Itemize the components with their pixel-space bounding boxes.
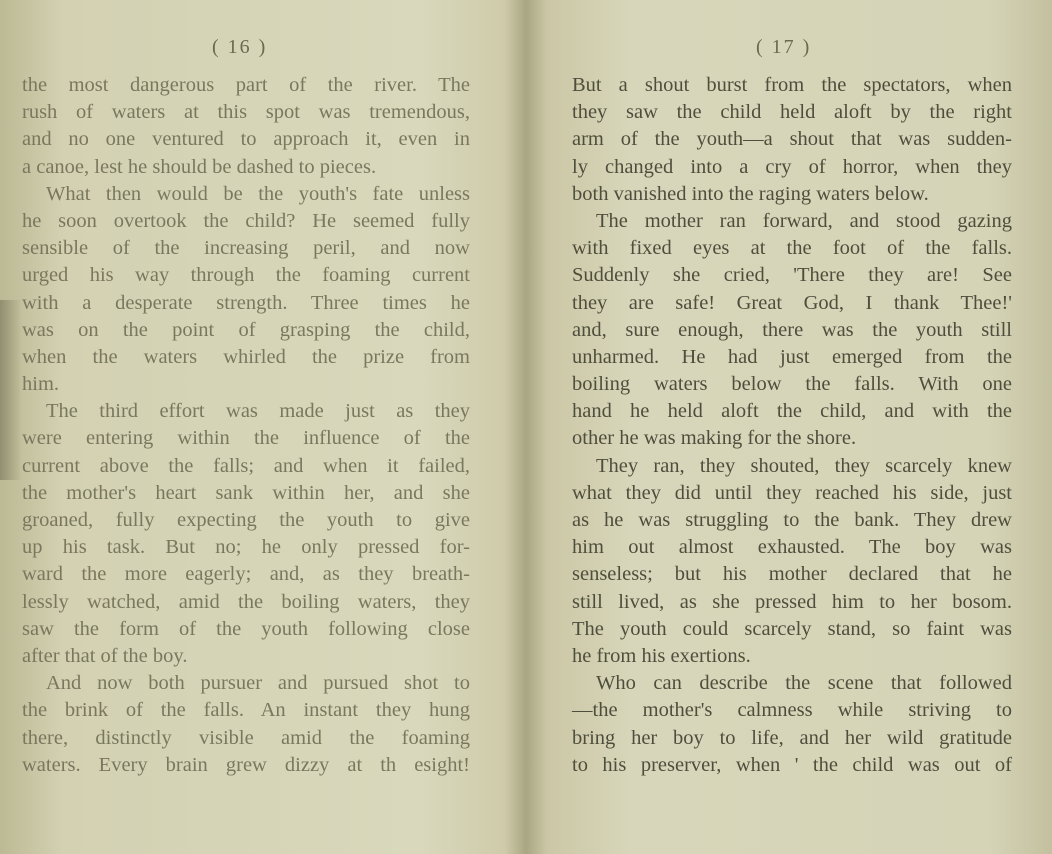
text-line: Suddenly she cried, 'There they are! See bbox=[572, 264, 1012, 287]
text-line: And now both pursuer and pursued shot to bbox=[46, 672, 470, 695]
text-line: was on the point of grasping the child, bbox=[22, 318, 470, 341]
text-line: were entering within the influence of the bbox=[22, 427, 470, 450]
text-line: bring her boy to life, and her wild gratitude bbox=[572, 726, 1012, 749]
text-line: groaned, fully expecting the youth to give bbox=[22, 509, 470, 531]
text-line: they are safe! Great God, I thank Thee!' bbox=[572, 291, 1012, 314]
text-line: They ran, they shouted, they scarcely knew bbox=[596, 454, 1012, 477]
text-line: him out almost exhausted. The boy was bbox=[572, 536, 1012, 559]
text-line: with fixed eyes at the foot of the falls. bbox=[572, 237, 1012, 260]
text-line: up his task. But no; he only pressed for- bbox=[22, 536, 470, 559]
text-line: still lived, as she pressed him to her bosom. bbox=[572, 590, 1012, 613]
text-line: both vanished into the raging waters below. bbox=[572, 182, 929, 205]
text-line: to his preserver, when ' the child was out of bbox=[572, 753, 1012, 776]
text-line: urged his way through the foaming current bbox=[22, 264, 470, 287]
text-line: lessly watched, amid the boiling waters, they bbox=[22, 590, 470, 613]
text-line: what they did until they reached his side, just bbox=[572, 481, 1012, 504]
text-line: current above the falls; and when it failed, bbox=[22, 454, 470, 477]
text-line: and no one ventured to approach it, even in bbox=[22, 128, 470, 151]
text-line: —the mother's calmness while striving to bbox=[572, 699, 1012, 722]
text-line: he soon overtook the child? He seemed fully bbox=[22, 209, 470, 232]
text-line: What then would be the youth's fate unless bbox=[46, 182, 470, 205]
text-line: senseless; but his mother declared that he bbox=[572, 563, 1012, 586]
right-page-number: ( 17 ) bbox=[756, 36, 812, 58]
text-line: when the waters whirled the prize from bbox=[22, 345, 470, 368]
text-line: and, sure enough, there was the youth still bbox=[572, 318, 1012, 341]
text-line: arm of the youth—a shout that was sudden- bbox=[572, 128, 1012, 151]
text-line: as he was struggling to the bank. They drew bbox=[572, 509, 1012, 531]
text-line: rush of waters at this spot was tremendous, bbox=[22, 101, 470, 124]
text-line: they saw the child held aloft by the right bbox=[572, 101, 1012, 124]
text-line: the brink of the falls. An instant they hung bbox=[22, 699, 470, 722]
text-line: there, distinctly visible amid the foaming bbox=[22, 726, 470, 749]
text-line: him. bbox=[22, 373, 60, 396]
text-line: The mother ran forward, and stood gazing bbox=[596, 209, 1012, 232]
text-line: other he was making for the shore. bbox=[572, 427, 857, 450]
text-line: waters. Every brain grew dizzy at th esight! bbox=[22, 753, 470, 776]
text-line: sensible of the increasing peril, and now bbox=[22, 237, 470, 260]
text-line: unharmed. He had just emerged from the bbox=[572, 345, 1012, 368]
left-page-text bbox=[22, 72, 470, 779]
left-page bbox=[0, 0, 510, 854]
text-line: after that of the boy. bbox=[22, 644, 188, 667]
text-line: he from his exertions. bbox=[572, 644, 751, 667]
right-page-text bbox=[572, 72, 1012, 779]
text-line: The third effort was made just as they bbox=[46, 400, 470, 423]
text-line: Who can describe the scene that followed bbox=[596, 672, 1012, 695]
text-line: ward the more eagerly; and, as they breath- bbox=[22, 563, 470, 586]
text-line: But a shout burst from the spectators, when bbox=[572, 74, 1012, 96]
text-line: the mother's heart sank within her, and she bbox=[22, 481, 470, 504]
text-line: boiling waters below the falls. With one bbox=[572, 373, 1012, 396]
left-page-number: ( 16 ) bbox=[212, 36, 268, 58]
text-line: with a desperate strength. Three times he bbox=[22, 291, 470, 314]
text-line: The youth could scarcely stand, so faint was bbox=[572, 617, 1012, 640]
text-line: hand he held aloft the child, and with the bbox=[572, 400, 1012, 423]
right-page bbox=[528, 0, 1052, 854]
text-line: the most dangerous part of the river. The bbox=[22, 74, 470, 96]
text-line: ly changed into a cry of horror, when they bbox=[572, 155, 1012, 178]
text-line: a canoe, lest he should be dashed to pieces. bbox=[22, 155, 377, 178]
text-line: saw the form of the youth following close bbox=[22, 617, 470, 640]
